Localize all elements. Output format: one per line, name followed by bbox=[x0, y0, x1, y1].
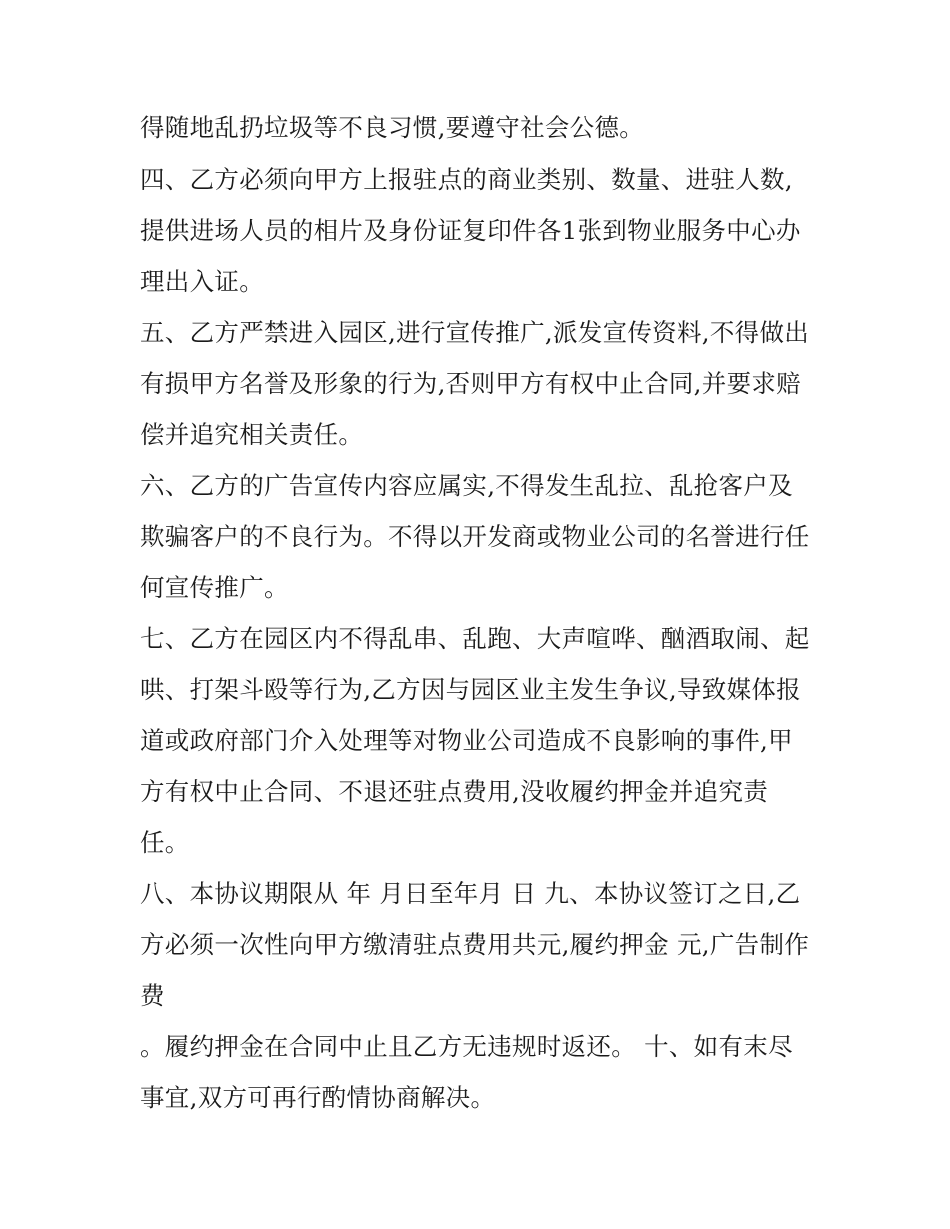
text-line: 八、本协议期限从 年 月日至年月 日 九、本协议签订之日,乙 bbox=[140, 879, 801, 908]
text-line: 理出入证。 bbox=[140, 267, 264, 296]
text-line: 提供进场人员的相片及身份证复印件各1张到物业服务中心办 bbox=[140, 216, 801, 245]
text-line: 事宜,双方可再行酌情协商解决。 bbox=[140, 1083, 496, 1112]
text-line: 方有权中止合同、不退还驻点费用,没收履约押金并追究责 bbox=[140, 777, 769, 806]
text-line: 何宣传推广。 bbox=[140, 573, 289, 602]
text-line: 哄、打架斗殴等行为,乙方因与园区业主发生争议,导致媒体报 bbox=[140, 675, 801, 704]
text-line: 六、乙方的广告宣传内容应属实,不得发生乱拉、乱抢客户及 bbox=[140, 471, 793, 500]
text-line: 方必须一次性向甲方缴清驻点费用共元,履约押金 元,广告制作 bbox=[140, 930, 810, 959]
text-line: 四、乙方必须向甲方上报驻点的商业类别、数量、进驻人数, bbox=[140, 165, 793, 194]
text-line: 七、乙方在园区内不得乱串、乱跑、大声喧哗、酗酒取闹、起 bbox=[140, 624, 810, 653]
text-line: 。履约押金在合同中止且乙方无违规时返还。 十、如有末尽 bbox=[140, 1032, 793, 1061]
text-line: 偿并追究相关责任。 bbox=[140, 420, 364, 449]
text-line: 有损甲方名誉及形象的行为,否则甲方有权中止合同,并要求赔 bbox=[140, 369, 801, 398]
text-line: 五、乙方严禁进入园区,进行宣传推广,派发宣传资料,不得做出 bbox=[140, 318, 810, 347]
text-line: 得随地乱扔垃圾等不良习惯,要遵守社会公德。 bbox=[140, 113, 645, 142]
text-line: 道或政府部门介入处理等对物业公司造成不良影响的事件,甲 bbox=[140, 726, 793, 755]
text-line: 任。 bbox=[140, 828, 190, 857]
text-line: 费 bbox=[140, 981, 165, 1010]
text-line: 欺骗客户的不良行为。不得以开发商或物业公司的名誉进行任 bbox=[140, 522, 810, 551]
